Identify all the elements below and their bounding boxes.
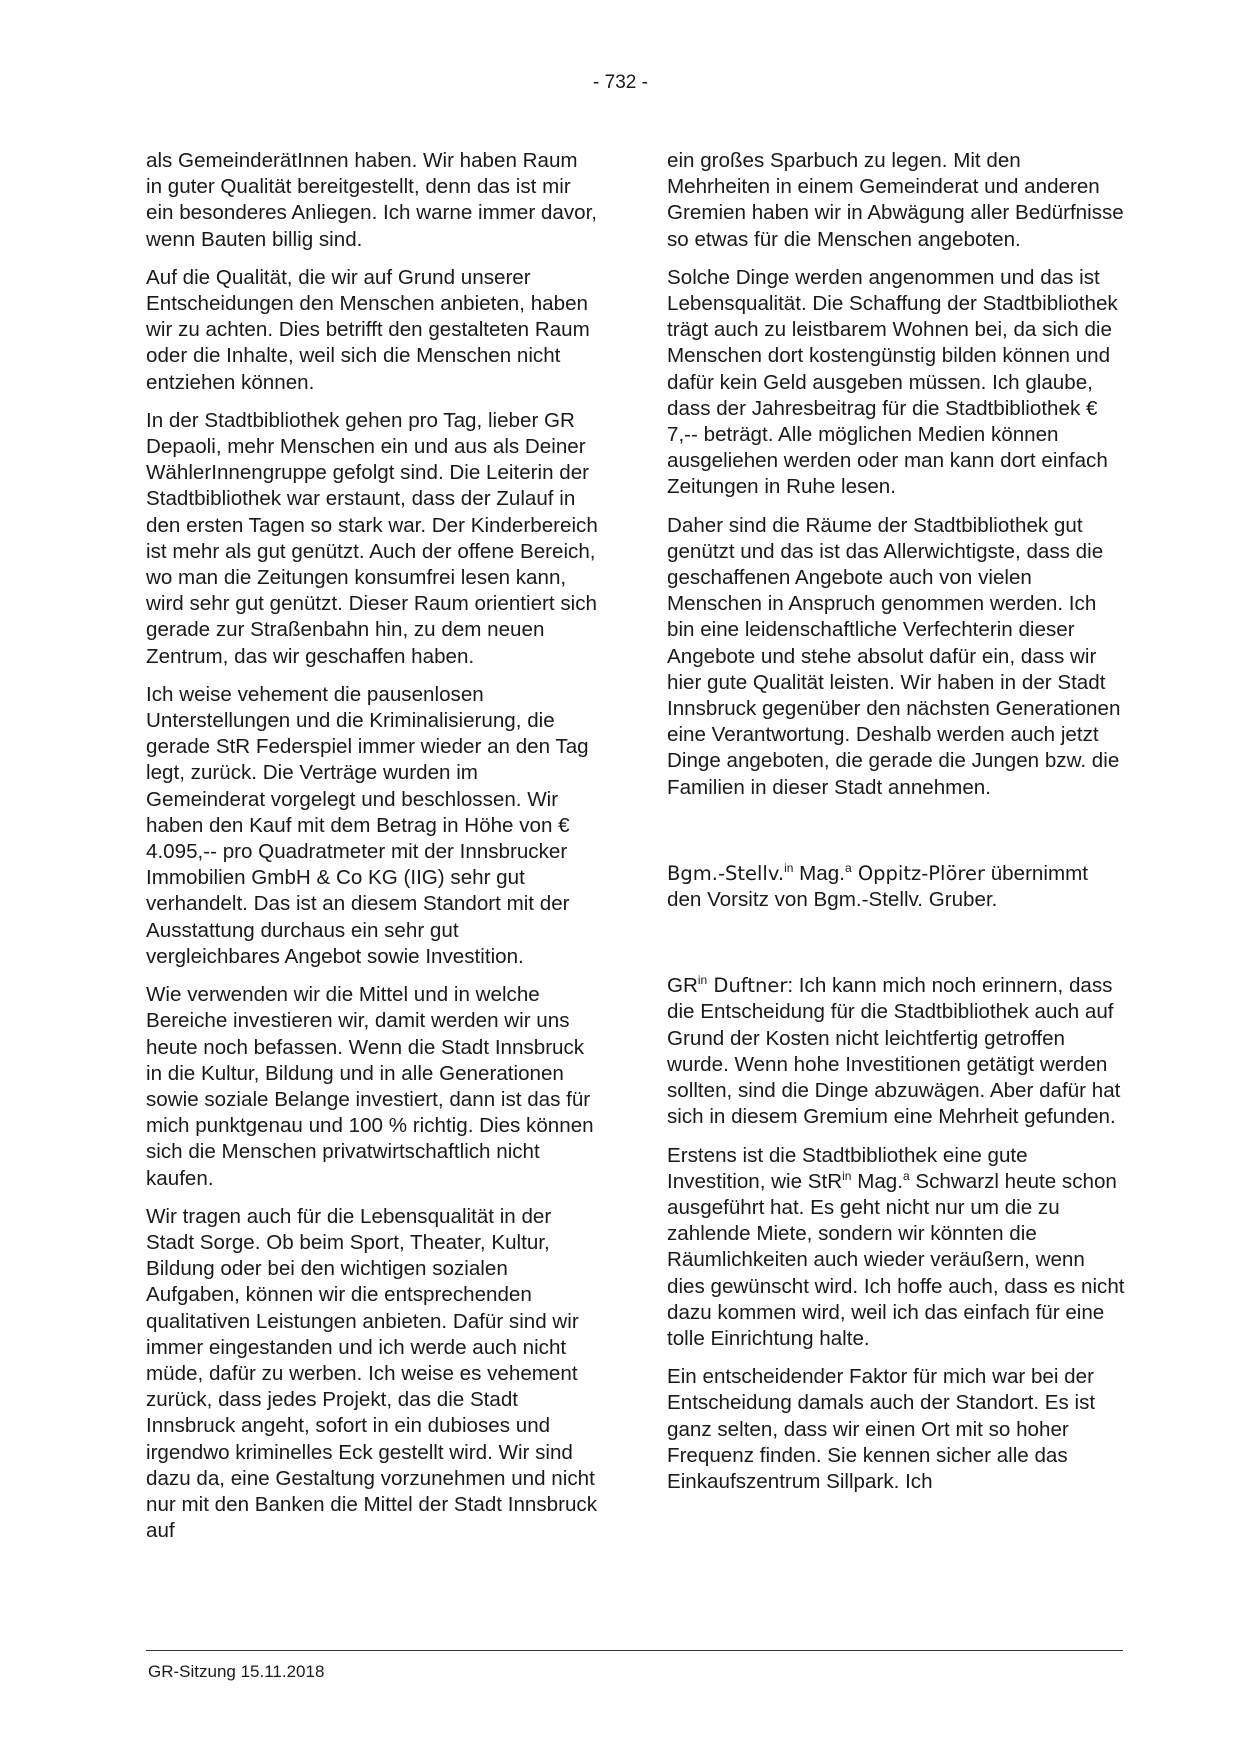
speaker-title-superscript: in xyxy=(697,973,708,988)
superscript: a xyxy=(902,1168,910,1183)
speaker-title: GR xyxy=(667,974,698,998)
paragraph: ein großes Sparbuch zu legen. Mit den Mehrheiten in einem Gemeinderat und anderen Gremien haben wir in Abwägung aller Bedürfnisse so etwas für die Menschen angeboten. xyxy=(667,149,1124,251)
paragraph: Auf die Qualität, die wir auf Grund unserer Entscheidungen den Menschen anbieten, haben wir zu achten. Dies betrifft den gestalteten Raum oder die Inhalte, weil sich die Menschen nicht entziehen können. xyxy=(146,265,590,394)
footer-divider xyxy=(146,1650,1123,1651)
paragraph: Daher sind die Räume der Stadtbibliothek gut genützt und das ist das Allerwichtigste, dass die geschaffenen Angebote auch von vielen Menschen in Anspruch genommen werden. Ich bin eine leidenschaftliche Verfechterin dieser Angebote und stehe absolut dafür ein, dass wir hier gute Qualität leisten. Wir haben in der Stadt Innsbruck gegenüber den nächsten Generationen eine Verantwortung. Deshalb werden auch jetzt Dinge angeboten, die gerade die Jungen bzw. die Familien in dieser Stadt annehmen. xyxy=(667,513,1121,799)
paragraph: als GemeinderätInnen haben. Wir haben Raum in guter Qualität bereitgestellt, denn das ist mir ein besonderes Anliegen. Ich warne immer davor, wenn Bauten billig sind. xyxy=(146,149,598,251)
paragraph: Solche Dinge werden angenommen und das ist Lebensqualität. Die Schaffung der Stadtbibliothek trägt auch zu leistbarem Wohnen bei, da sich die Menschen dort kostengünstig bilden können und dafür kein Geld ausgeben müssen. Ich glaube, dass der Jahresbeitrag für die Stadtbibliothek € 7,-- beträgt. Alle möglichen Medien können ausgeliehen werden oder man kann dort einfach Zeitungen in Ruhe lesen. xyxy=(667,265,1118,499)
paragraph: Wie verwenden wir die Mittel und in welche Bereiche investieren wir, damit werden wir uns heute noch befassen. Wenn die Stadt Innsbruck in die Kultur, Bildung und in alle Generationen sowie soziale Belange investiert, dann ist das für mich punktgenau und 100 % richtig. Dies können sich die Menschen privatwirtschaftlich nicht kaufen. xyxy=(146,983,594,1190)
right-column xyxy=(667,148,1125,1507)
paragraph-part: Erstens ist die Stadtbibliothek eine gute Investition, wie StR xyxy=(667,1143,1028,1193)
speaker-text: : Ich kann mich noch erinnern, dass die Entscheidung für die Stadtbibliothek auch auf Grund der Kosten nicht leichtfertig getroffen wurde. Wenn hohe Investitionen getätigt werden sollten, sind die Dinge abzuwägen. Aber dafür hat sich in diesem Gremium eine Mehrheit gefunden. xyxy=(667,974,1121,1129)
paragraph: Ein entscheidender Faktor für mich war bei der Entscheidung damals auch der Standort. Es ist ganz selten, dass wir einen Ort mit so hoher Frequenz finden. Sie kennen sicher alle das Einkaufszentrum Sillpark. Ich xyxy=(667,1365,1096,1493)
speaker-name: Duftner xyxy=(707,974,788,998)
chair-name: Oppitz-Plörer xyxy=(851,861,985,885)
left-column xyxy=(146,148,598,1556)
chair-title: Bgm.-Stellv. xyxy=(667,861,785,885)
superscript: in xyxy=(842,1168,852,1183)
chair-mag-superscript: a xyxy=(844,860,852,875)
paragraph: Ich weise vehement die pausenlosen Unterstellungen und die Kriminalisierung, die gerade StR Federspiel immer wieder an den Tag legt, zurück. Die Verträge wurden im Gemeinderat vorgelegt und beschlossen. Wir haben den Kauf mit dem Betrag in Höhe von € 4.095,-- pro Quadratmeter mit der Innsbrucker Immobilien GmbH & Co KG (IIG) sehr gut verhandelt. Das ist an diesem Standort mit der Ausstattung durchaus ein sehr gut vergleichbares Angebot sowie Investition. xyxy=(146,682,589,968)
chair-change-notice xyxy=(667,861,1125,913)
paragraph: In der Stadtbibliothek gehen pro Tag, lieber GR Depaoli, mehr Menschen ein und aus als Deiner WählerInnengruppe gefolgt sind. Die Leiterin der Stadtbibliothek war erstaunt, dass der Zulauf in den ersten Tagen so stark war. Der Kinderbereich ist mehr als gut genützt. Auch der offene Bereich, wo man die Zeitungen konsumfrei lesen kann, wird sehr gut genützt. Dieser Raum orientiert sich gerade zur Straßenbahn hin, zu dem neuen Zentrum, das wir geschaffen haben. xyxy=(146,408,598,668)
chair-title-superscript: in xyxy=(784,860,794,875)
chair-mag: Mag. xyxy=(793,861,845,885)
paragraph-part: Mag. xyxy=(851,1169,903,1193)
paragraph: Wir tragen auch für die Lebensqualität in der Stadt Sorge. Ob beim Sport, Theater, Kultur, Bildung oder bei den wichtigen sozialen Aufgaben, können wir die entsprechenden qualitativen Leistungen anbieten. Dafür sind wir immer eingestanden und ich werde auch nicht müde, dafür zu werben. Ich weise es vehement zurück, dass jedes Projekt, das die Stadt Innsbruck angeht, sofort in ein dubioses und irgendwo kriminelles Eck gestellt wird. Wir sind dazu da, eine Gestaltung vorzunehmen und nicht nur mit den Banken die Mittel der Stadt Innsbruck auf xyxy=(146,1204,598,1543)
chair-notice-text: übernimmt den Vorsitz von Bgm.-Stellv. Gruber. xyxy=(667,861,1088,912)
speaker-statement xyxy=(667,973,1125,1130)
paragraph-part: Schwarzl heute schon ausgeführt hat. Es geht nicht nur um die zu zahlende Miete, sondern wir könnten die Räumlichkeiten auch wieder veräußern, wenn dies gewünscht wird. Ich hoffe auch, dass es nicht dazu kommen wird, weil ich das einfach für eine tolle Einrichtung halte. xyxy=(667,1169,1125,1350)
page-number: - 732 - xyxy=(593,72,648,93)
paragraph xyxy=(667,1143,1125,1353)
footer-session-date: GR-Sitzung 15.11.2018 xyxy=(148,1662,325,1681)
